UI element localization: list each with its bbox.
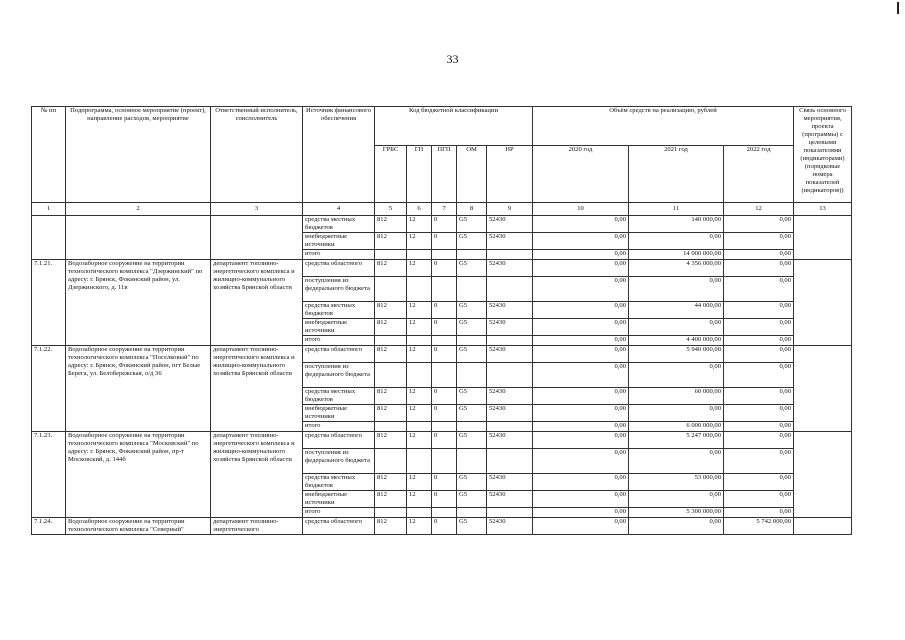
header-source: Источник финансового обеспечения [303,107,375,203]
source-cell: средства местных бюджетов [303,388,375,405]
header-om: ОМ [457,146,487,203]
source-cell: поступления из федерального бюджета [303,277,375,302]
total-row: итого 0,00 14 000 000,00 0,00 [32,250,852,260]
colnum: 4 [303,203,375,216]
item-title: Водозаборное сооружение на территории технологического комплекса "Дзержинский" по адресу: г. Брянск, Фокинский район, ул. Дзержинского, д. 11в [66,260,211,346]
column-numbers-row [32,203,852,216]
colnum: 11 [629,203,724,216]
colnum: 8 [457,203,487,216]
table-row: внебюджетные источники 812 12 0 G5 52430 0,00 0,00 0,00 [32,319,852,336]
header-row [32,107,852,146]
source-cell: средства местных бюджетов [303,216,375,233]
table-row: 7.1.22. Водозаборное сооружение на территории технологического комплекса "Поселковый" по адресу: г. Брянск, Фокинский район, пгт Белые Берега, ул. Белобережская, о/д 36 департамент топливно-энергетического комплекса и жилищно-коммунального хозяйства Брянской области средства областного 812 12 0 G5 52430 0,00 5 940 000,00 0,00 [32,346,852,363]
header-program: Подпрограмма, основное мероприятие (проект), направление расходов, мероприятие [66,107,211,203]
colnum: 1 [32,203,66,216]
item-title: Водозаборное сооружение на территории технологического комплекса "Поселковый" по адресу: г. Брянск, Фокинский район, пгт Белые Берега, ул. Белобережская, о/д 36 [66,346,211,432]
header-link: Связь основного мероприятия, проекта (программы) с целевыми показателями (индикаторами) (порядковые номера показателей (индикаторов)) [794,107,852,203]
source-cell: средства областного [303,346,375,363]
source-cell: итого [303,250,375,260]
source-cell: итого [303,422,375,432]
header-2022: 2022 год [724,146,794,203]
header-grbs: ГРБС [375,146,407,203]
table-row: 7.1.24. Водозаборное сооружение на территории технологического комплекса "Северный" департамент топливно-энергетического средства областного 812 12 0 G5 52430 0,00 0,00 5 742 000,00 [32,518,852,535]
source-cell: внебюджетные источники [303,233,375,250]
header-budget-code: Код бюджетной классификации [375,107,533,146]
colnum: 13 [794,203,852,216]
colnum: 2 [66,203,211,216]
colnum: 7 [432,203,457,216]
header-executor: Ответственный исполнитель, соисполнитель [211,107,303,203]
item-number: 7.1.23. [32,432,66,518]
table-row: внебюджетные источники 812 12 0 G5 52430 0,00 0,00 0,00 [32,405,852,422]
colnum: 12 [724,203,794,216]
table-row: внебюджетные источники 812 12 0 G5 52430 0,00 0,00 0,00 [32,233,852,250]
source-cell: поступления из федерального бюджета [303,363,375,388]
source-cell: внебюджетные источники [303,405,375,422]
table-row: внебюджетные источники 812 12 0 G5 52430 0,00 0,00 0,00 [32,491,852,508]
source-cell: итого [303,508,375,518]
header-pgp: ПГП [432,146,457,203]
item-title: Водозаборное сооружение на территории технологического комплекса "Северный" [66,518,211,535]
total-row: итого 0,00 5 300 000,00 0,00 [32,508,852,518]
table-row: поступления из федерального бюджета 0,00 0,00 0,00 [32,363,852,388]
table-row: поступления из федерального бюджета 0,00 0,00 0,00 [32,277,852,302]
colnum: 6 [407,203,432,216]
colnum: 10 [533,203,629,216]
colnum: 3 [211,203,303,216]
table-row: поступления из федерального бюджета 0,00 0,00 0,00 [32,449,852,474]
total-row: итого 0,00 4 400 000,00 0,00 [32,336,852,346]
header-2021: 2021 год [629,146,724,203]
header-volume: Объём средств на реализацию, рублей [533,107,794,146]
page-number: 33 [446,52,459,66]
source-cell: итого [303,336,375,346]
total-row: итого 0,00 6 000 000,00 0,00 [32,422,852,432]
table-row: 7.1.21. Водозаборное сооружение на территории технологического комплекса "Дзержинский" по адресу: г. Брянск, Фокинский район, ул. Дзержинского, д. 11в департамент топливно-энергетического комплекса и жилищно-коммунального хозяйства Брянской области средства областного 812 12 0 G5 52430 0,00 4 356 000,00 0,00 [32,260,852,277]
item-title: Водозаборное сооружение на территории технологического комплекса "Московский" по адресу: г. Брянск, Фокинский район, пр-т Московский, д. 144б [66,432,211,518]
source-cell: средства областного [303,518,375,535]
header-nr: НР [487,146,533,203]
item-executor: департамент топливно-энергетического комплекса и жилищно-коммунального хозяйства Брянской области [211,260,303,346]
item-number: 7.1.22. [32,346,66,432]
item-executor: департамент топливно-энергетического комплекса и жилищно-коммунального хозяйства Брянской области [211,346,303,432]
budget-table [31,106,852,535]
item-number: 7.1.24. [32,518,66,535]
item-number: 7.1.21. [32,260,66,346]
source-cell: средства областного [303,260,375,277]
source-cell: поступления из федерального бюджета [303,449,375,474]
scan-edge-mark [897,2,899,14]
colnum: 9 [487,203,533,216]
colnum: 5 [375,203,407,216]
table-row: средства местных бюджетов 812 12 0 G5 52430 0,00 44 000,00 0,00 [32,302,852,319]
header-num: № пп [32,107,66,203]
item-executor: департамент топливно-энергетического комплекса и жилищно-коммунального хозяйства Брянской области [211,432,303,518]
source-cell: внебюджетные источники [303,319,375,336]
source-cell: средства областного [303,432,375,449]
source-cell: внебюджетные источники [303,491,375,508]
header-gp: ГП [407,146,432,203]
table-row: средства местных бюджетов 812 12 0 G5 52430 0,00 140 000,00 0,00 [32,216,852,233]
header-2020: 2020 год [533,146,629,203]
table-row: средства местных бюджетов 812 12 0 G5 52430 0,00 53 000,00 0,00 [32,474,852,491]
source-cell: средства местных бюджетов [303,474,375,491]
source-cell: средства местных бюджетов [303,302,375,319]
table-row: средства местных бюджетов 812 12 0 G5 52430 0,00 60 000,00 0,00 [32,388,852,405]
table-row: 7.1.23. Водозаборное сооружение на территории технологического комплекса "Московский" по адресу: г. Брянск, Фокинский район, пр-т Московский, д. 144б департамент топливно-энергетического комплекса и жилищно-коммунального хозяйства Брянской области средства областного 812 12 0 G5 52430 0,00 5 247 000,00 0,00 [32,432,852,449]
item-executor: департамент топливно-энергетического [211,518,303,535]
